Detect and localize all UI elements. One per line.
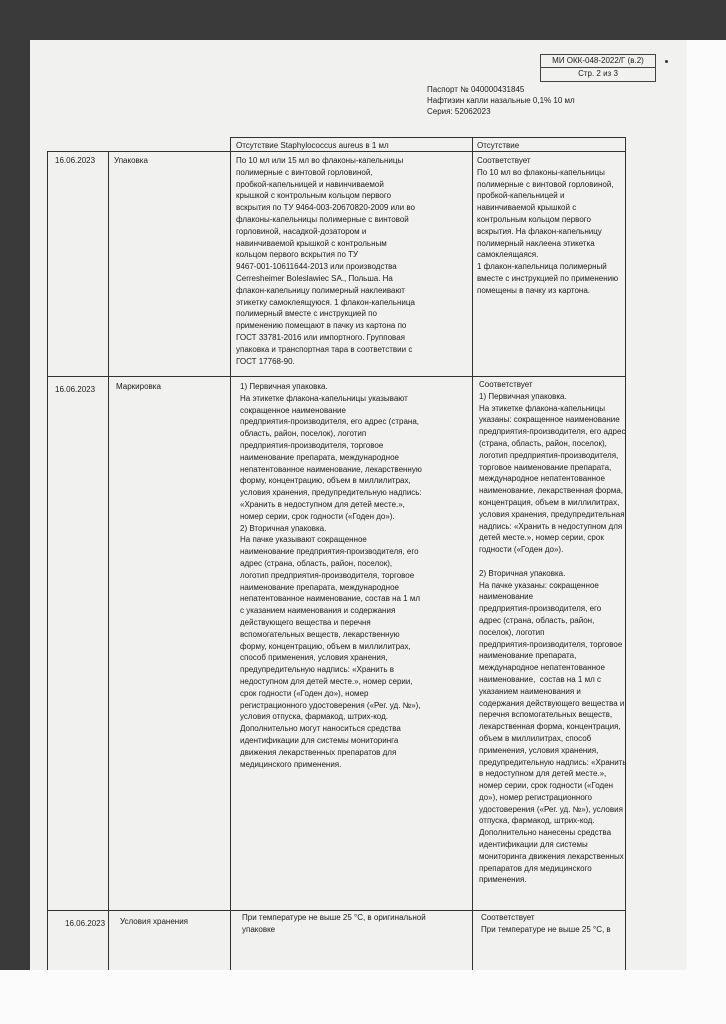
result-cell: Соответствует По 10 мл во флаконы-капельницы полимерные с винтовой горловиной, пробкой-капельницей и навинчиваемой крышкой с контрольным кольцом первого вскрытия. На флакон-капельницу полимерный наклеена этикетка самоклеящаяся. 1 флакон-капельница полимерный вместе с инструкцией по применению помещены в пачку из картона. <box>477 156 619 295</box>
product-name: Нафтизин капли назальные 0,1% 10 мл <box>427 96 575 105</box>
indicator-cell: Упаковка <box>114 156 148 165</box>
result-cell: Соответствует При температуре не выше 25 °С, в <box>481 913 611 934</box>
document-code: МИ ОКК-048-2022/Г (в.2) <box>552 56 644 65</box>
result-cell: Соответствует 1) Первичная упаковка. На этикетке флакона-капельницы указаны: сокращенное наименование предприятия-производителя, его адрес (страна, область, район, поселок), логотип предприятия-производителя, торговое наименование препарата, международное непатентованное наименование, лекарственная форма, концентрация, объем в миллилитрах, условия хранения, предупредительная надпись: «Хранить в недоступном для детей месте.», номер серии, срок годности («Годен до»). 2) Вторичная упаковка. На пачке указаны: сокращенное наименование предприятия-производителя, его адрес (страна, область, район, поселок), логотип предприятия-производителя, торговое наименование препарата, международное непатентованное наименование, состав на 1 мл с указанием наименования и содержания действующего вещества и перечня вспомогательных веществ, лекарственная форма, концентрация, объем в миллилитрах, способ применения, условия хранения, предупредительную надпись: «Хранить в недоступном для детей месте.», номер серии, срок годности («Годен до»), номер регистрационного удостоверения («Рег. уд. №»), условия отпуска, фармакод, штрих-код. Дополнительно нанесены средства идентификации для системы мониторинга движения лекарственных препаратов для медицинского применения. <box>479 380 627 885</box>
requirement-cell: По 10 мл или 15 мл во флаконы-капельницы полимерные с винтовой горловиной, пробкой-капельницей и навинчиваемой крышкой с контрольным кольцом первого вскрытия по ТУ 9464-003-20670820-2009 или во флаконы-капельницы полимерные с винтовой горловиной, насадкой-дозатором и навинчиваемой крышкой с контрольным кольцом первого вскрытия по ТУ 9467-001-10611644-2013 или производства Cerresheimer Boleslawiec SA., Польша. На флакон-капельницу полимерный наклеивают этикетку самоклеящуюся. 1 флакон-капельница полимерный вместе с инструкцией по применению помещают в пачку из картона по ГОСТ 33781-2016 или импортного. Групповая упаковка и транспортная тара в соответствии с ГОСТ 17768-90. <box>236 156 415 366</box>
table-top-border <box>230 137 625 138</box>
requirement-cell: При температуре не выше 25 °С, в оригинальной упаковке <box>242 913 426 934</box>
date-cell: 16.06.2023 <box>55 385 96 394</box>
date-cell: 16.06.2023 <box>55 156 96 165</box>
scan-speck <box>665 60 668 63</box>
series-number: Серия: 52062023 <box>427 107 491 116</box>
document-reference-box <box>540 54 656 82</box>
document-page <box>30 40 687 970</box>
scan-margin <box>0 970 726 1024</box>
table-left-border <box>47 151 48 970</box>
page-number: Стр. 2 из 3 <box>541 67 655 80</box>
indicator-cell: Условия хранения <box>120 917 189 926</box>
date-cell: 16.06.2023 <box>65 919 106 928</box>
indicator-cell: Маркировка <box>116 382 161 391</box>
column-divider <box>108 151 109 970</box>
requirement-cell: 1) Первичная упаковка. На этикетке флакона-капельницы указывают сокращенное наименование предприятия-производителя, его адрес (страна, область, район, поселок), логотип предприятия-производителя, торговое наименование препарата, международное непатентованное наименование, лекарственную форму, концентрацию, объем в миллилитрах, условия хранения, предупредительную надпись: «Хранить в недоступном для детей месте.», номер серии, срок годности («Годен до»). 2) Вторичная упаковка. На пачке указывают сокращенное наименование предприятия-производителя, его адрес (страна, область, район, поселок), логотип предприятия-производителя, торговое наименование препарата, международное непатентованное наименование, состав на 1 мл с указанием наименования и содержания действующего вещества и перечня вспомогательных веществ, лекарственную форму, концентрацию, объем в миллилитрах, способ применения, условия хранения, предупредительную надпись: «Хранить в недоступном для детей месте.», номер серии, срок годности («Годен до»), номер регистрационного удостоверения («Рег. уд. №»), условия отпуска, фармакод, штрих-код. Дополнительно могут наноситься средства идентификации для системы мониторинга движения лекарственных препаратов для медицинского применения. <box>240 382 422 769</box>
result-cell: Отсутствие <box>477 141 520 150</box>
column-divider <box>230 137 231 970</box>
page-edge <box>687 40 726 970</box>
passport-block <box>427 84 575 117</box>
passport-number: Паспорт № 040000431845 <box>427 85 525 94</box>
requirement-cell: Отсутствие Staphylococcus aureus в 1 мл <box>236 141 389 150</box>
column-divider <box>472 137 473 970</box>
row-divider <box>47 376 625 377</box>
row-divider <box>47 910 625 911</box>
